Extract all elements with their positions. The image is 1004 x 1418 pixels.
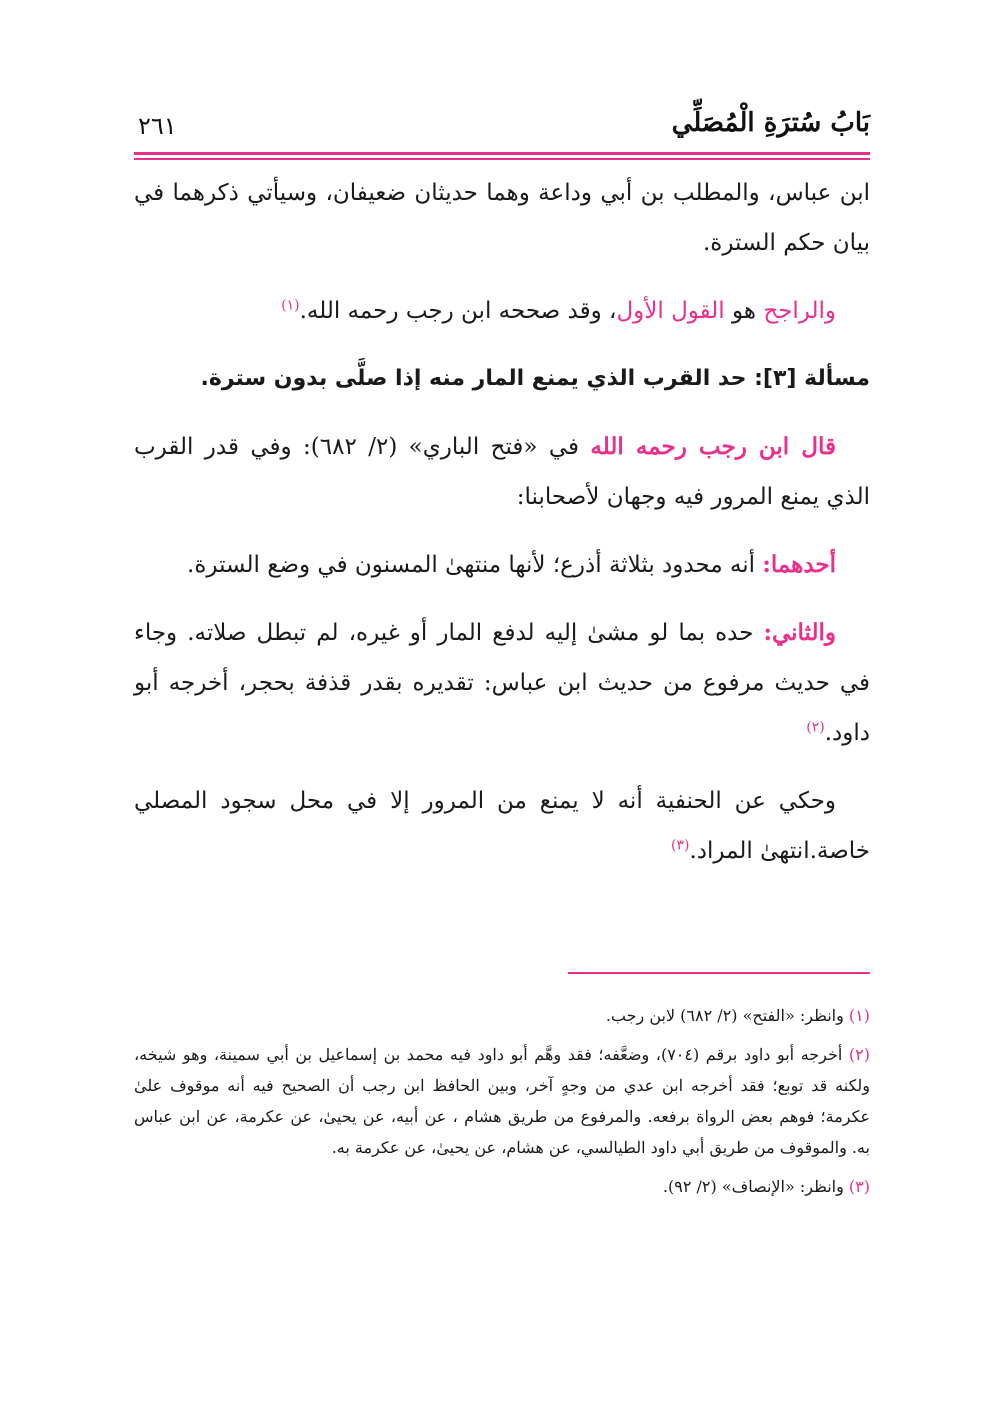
paragraph-1 xyxy=(134,168,870,268)
paragraph-2 xyxy=(134,286,870,336)
preferred-opinion: القول الأول xyxy=(616,298,725,324)
preferred-label: والراجح xyxy=(763,298,836,324)
paragraph-2-mid: هو xyxy=(724,298,764,324)
footnote-2 xyxy=(134,1039,870,1163)
paragraph-6 xyxy=(134,608,870,758)
header-rule-thin xyxy=(134,158,870,160)
paragraph-6-text: حده بما لو مشىٰ إليه لدفع المار أو غيره، لم تبطل صلاته. وجاء في حديث مرفوع من حديث ابن عباس: تقديره بقدر قذفة بحجر، أخرجه أبو داود. xyxy=(134,620,870,746)
footnote-separator xyxy=(568,972,870,974)
header-rule-thick xyxy=(134,152,870,155)
footnote-ref-1[interactable]: (١) xyxy=(281,297,300,314)
paragraph-7 xyxy=(134,776,870,876)
paragraph-5-text: أنه محدود بثلاثة أذرع؛ لأنها منتهىٰ المسنون في وضع السترة. xyxy=(187,552,763,578)
chapter-title: بَابُ سُترَةِ الْمُصَلِّي xyxy=(671,108,870,138)
footnote-2-number: (٢) xyxy=(848,1045,871,1064)
footnote-ref-2[interactable]: (٢) xyxy=(806,719,825,736)
paragraph-2-rest: ، وقد صححه ابن رجب رحمه الله. xyxy=(299,298,617,324)
paragraph-5 xyxy=(134,540,870,590)
footnote-3-number: (٣) xyxy=(848,1177,870,1196)
footnote-3-text: وانظر: «الإنصاف» (٢/ ٩٢). xyxy=(662,1177,849,1196)
page-header xyxy=(134,108,870,152)
paragraph-4 xyxy=(134,422,870,522)
footnote-3 xyxy=(134,1171,870,1202)
footnote-1-number: (١) xyxy=(848,1006,870,1025)
footnote-2-text: أخرجه أبو داود برقم (٧٠٤)، وضعَّفه؛ فقد وهَّم أبو داود فيه محمد بن إسماعيل بن أبي سمينة، وهو شيخه، ولكنه قد توبع؛ فقد أخرجه ابن عدي من وجهٍ آخر، وبين الحافظ ابن رجب أن الصحيح فيه أنه موقوف علىٰ عكرمة؛ فوهم بعض الرواة برفعه. والمرفوع من طريق هشام ، عن أبيه، عن يحيىٰ، عن عكرمة، عن ابن عباس به. والموقوف من طريق أبي داود الطيالسي، عن هشام، عن يحيىٰ، عن عكرمة به. xyxy=(134,1045,871,1157)
quote-speaker: قال ابن رجب رحمه الله xyxy=(590,433,837,460)
first-opinion-label: أحدهما: xyxy=(762,551,836,578)
footnote-ref-3[interactable]: (٣) xyxy=(670,837,690,854)
page-number: ٢٦١ xyxy=(138,112,177,140)
paragraph-7-text: وحكي عن الحنفية أنه لا يمنع من المرور إلا في محل سجود المصلي خاصة.انتهىٰ المراد. xyxy=(134,788,870,864)
footnote-1 xyxy=(134,1000,870,1031)
main-text xyxy=(134,168,870,894)
footnotes xyxy=(134,1000,870,1210)
footnote-1-text: وانظر: «الفتح» (٢/ ٦٨٢) لابن رجب. xyxy=(605,1006,849,1025)
issue-heading: مسألة [٣]: حد القرب الذي يمنع المار منه إذا صلَّى بدون سترة. xyxy=(200,366,870,391)
paragraph-4-text: في «فتح الباري» (٢/ ٦٨٢): وفي قدر القرب الذي يمنع المرور فيه وجهان لأصحابنا: xyxy=(134,434,870,510)
second-opinion-label: والثاني: xyxy=(763,619,836,646)
paragraph-1-text: ابن عباس، والمطلب بن أبي وداعة وهما حديثان ضعيفان، وسيأتي ذكرهما في بيان حكم السترة. xyxy=(134,180,870,256)
